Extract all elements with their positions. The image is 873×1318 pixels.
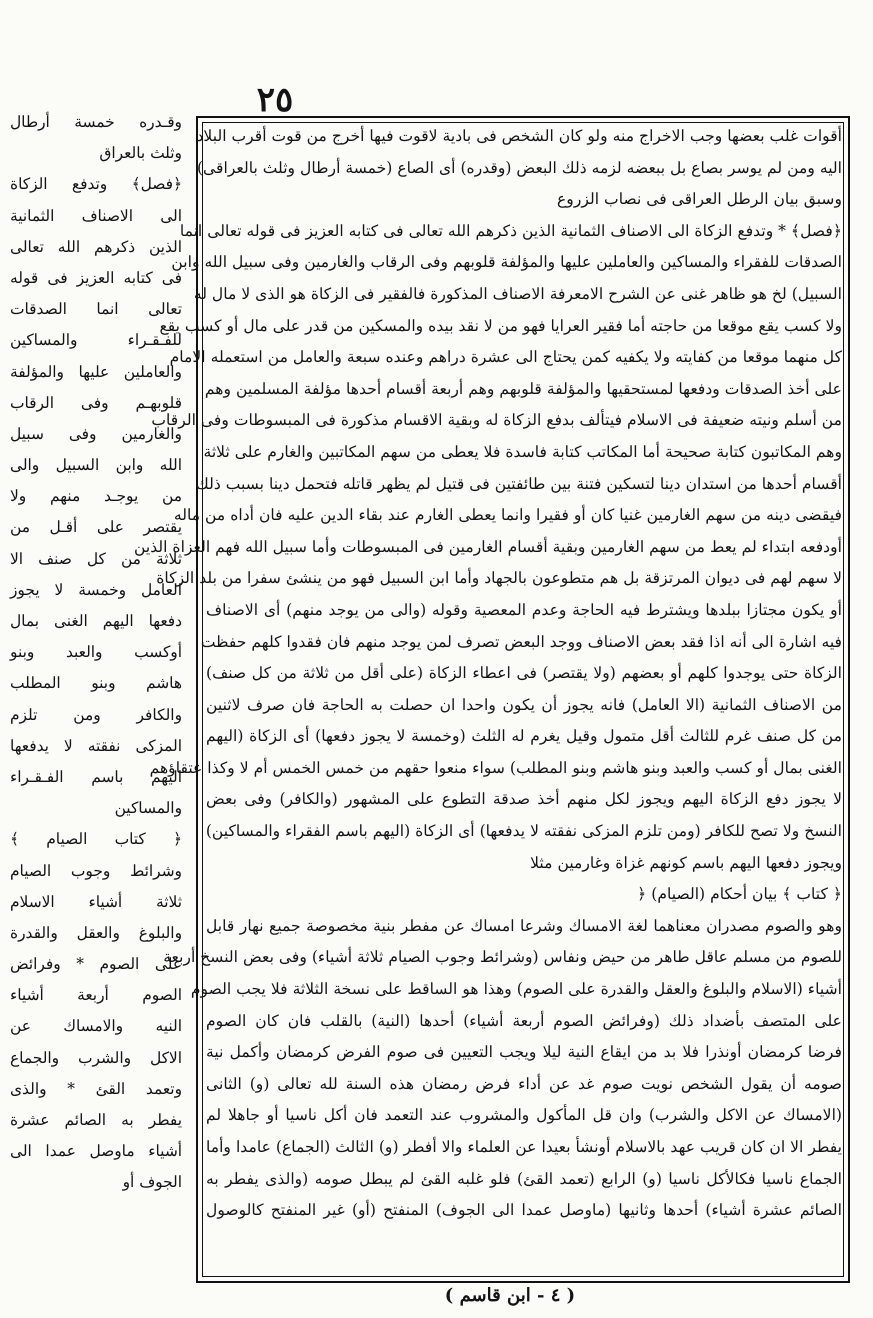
commentary-line: أشياء (الاسلام والبلوغ والعقل والقدرة على الصوم) وهذا هو الساقط على نسخة الثلاثة فلا يجب الصوم [190, 980, 842, 999]
commentary-line: السبيل) لخ هو ظاهر غنى عن الشرح الامعرفة الاصناف المذكورة فالفقير فى الزكاة هو الذى لا مال له [193, 284, 842, 303]
commentary-line: على المتصف بأضداد ذلك (وفرائض الصوم أربعة أشياء) أحدها (النية) بالقلب فان كان الصوم [206, 1011, 842, 1030]
margin-line: العامل وخمسة لا يجوز [10, 580, 182, 599]
commentary-line: فيقضى دينه من سهم الغارمين غنيا كان أو فقيرا وانما يعطى الغارم عند بقاء الدين عليه فان أداه من ماله [173, 506, 842, 525]
margin-line: يقتصر على أقـل من [10, 518, 182, 537]
margin-line: أشياء ماوصل عمدا الى [10, 1142, 182, 1161]
margin-line: الجوف أو [122, 1173, 182, 1192]
margin-line: والغارمين وفى سبيل [10, 424, 182, 443]
commentary-line: ﴿فصل﴾ * وتدفع الزكاة الى الاصناف الثمانية الذين ذكرهم الله تعالى فى كتابه العزيز فى قوله تعالى انما [179, 221, 842, 240]
margin-line: وقـدره خمسة أرطال [10, 113, 182, 131]
commentary-line: وسبق بيان الرطل العراقى فى نصاب الزروع [557, 190, 842, 209]
commentary-line: لا يجوز دفع الزكاة اليهم ويجوز لكل منهم أخذ صدقة التطوع على المشهور (والكافر) وفى بعض [206, 790, 842, 809]
margin-line: الله وابن السبيل والى [10, 456, 182, 475]
margin-line: هاشم وبنو المطلب [10, 674, 182, 693]
margin-line: والبلوغ والعقل والقدرة [10, 923, 182, 942]
margin-line: قلوبهـم وفى الرقاب [10, 393, 182, 412]
margin-line: وشرائط وجوب الصيام [10, 861, 182, 880]
commentary-line: يفطر الا ان كان قريب عهد بالاسلام أونشأ بعيدا عن العلماء والا أفطر (و) الثالث (الجماع) عامدا وأما [206, 1138, 842, 1156]
margin-line: وثلث بالعراق [99, 144, 182, 163]
margin-line: الى الاصناف الثمانية [10, 206, 182, 225]
margin-line: تعالى انما الصدقات [10, 300, 182, 319]
margin-line: فى كتابه العزيز فى قوله [10, 268, 182, 287]
margin-line: الذين ذكرهم الله تعالى [10, 237, 182, 256]
margin-line: للفـقـراء والمساكين [10, 331, 182, 350]
commentary-line: النسخ ولا تصح للكافر (ومن تلزم المزكى نفقته لا يدفعها) أى الزكاة (اليهم باسم الفقراء والمساكين) [205, 822, 842, 841]
commentary-line: ولا كسب يقع موقعا من حاجته أما فقير العرايا فهو من لا نقد بيده والمسكين من قدر على مال أو كسب يقع [159, 316, 842, 335]
commentary-line: وهو والصوم مصدران معناهما لغة الامساك وشرعا امساك عن مفطر بنية مخصوصة جميع نهار قابل [206, 916, 842, 935]
commentary-line: الجماع ناسيا فكالأكل ناسيا (و) الرابع (تعمد القئ) فلو غلبه القئ لم يبطل صومه (والذى يفطر به [206, 1169, 842, 1188]
margin-line: وتعمد القئ * والذى [10, 1079, 182, 1098]
commentary-line: أقوات غلب بعضها وجب الاخراج منه ولو كان الشخص فى بادية لاقوت فيها أخرج من قوت أقرب البلاد [196, 127, 842, 145]
margin-line: اليهم باسم الفـقـراء [10, 767, 182, 786]
commentary-line: الصائم عشرة أشياء) أحدها وثانيها (ماوصل عمدا الى الجوف) المنفتح (أو) غير المنفتح كالوصول [206, 1201, 842, 1220]
margin-line: والكافر ومن تلزم [10, 705, 182, 724]
margin-line: أوكسب والعبد وبنو [10, 643, 182, 662]
commentary-line: صومه أن يقول الشخص نويت صوم غد عن أداء فرض رمضان هذه السنة لله تعالى (و) الثانى [206, 1074, 842, 1093]
page-number: ٢٥ [256, 80, 294, 120]
margin-line: ثلاثة من كل صنف الا [10, 549, 182, 568]
commentary-line: الزكاة حتى يوجدوا كلهم أو بعضهم (ولا يقتصر) فى اعطاء الزكاة (على أقل من ثلاثة من كل صنف) [206, 664, 842, 683]
margin-matn-text [10, 107, 182, 1277]
commentary-line: اليه ومن لم يوسر بصاع بل ببعضه لزمه ذلك البعض (وقدره) أى الصاع (خمسة أرطال وثلث بالعراقى) [196, 158, 842, 177]
margin-line: الصوم أربعة أشياء [10, 986, 182, 1005]
commentary-line: (الامساك عن الاكل والشرب) وان قل المأكول والمشروب عند التعمد فان أكل ناسيا أو جاهلا لم [206, 1106, 842, 1125]
commentary-line: فرضا كرمضان أونذرا فلا بد من ايقاع النية ليلا ويجب التعيين فى صوم الفرض كرمضان وأكمل نية [206, 1043, 842, 1062]
commentary-line: الغنى بمال أو كسب والعبد وبنو هاشم وبنو المطلب) سواء منعوا حقهم من خمس الخمس أم لا وكذا عتقاؤهم [149, 758, 842, 777]
margin-line: ﴿ كتاب الصيام ﴾ [10, 830, 182, 849]
margin-line: على الصوم * وفرائض [10, 955, 182, 974]
footer-signature: ( ٤ - ابن قاسم ) [444, 1285, 576, 1306]
commentary-line: ويجوز دفعها اليهم باسم كونهم غزاة وغارمين مثلا [530, 853, 842, 872]
margin-line: دفعها اليهم الغنى بمال [10, 612, 182, 630]
commentary-line: لا سهم لهم فى ديوان المرتزقة بل هم متطوعون بالجهاد وأما ابن السبيل فهو من ينشئ سفرا من بلد الزكاة [156, 569, 842, 588]
commentary-line: من كل صنف غرم للثالث أقل متمول وقيل يغرم له الثلث (وخمسة لا يجوز دفعها) أى الزكاة (اليهم [206, 727, 842, 746]
margin-line: والمساكين [114, 799, 182, 818]
margin-line: والعاملين عليها والمؤلفة [10, 362, 182, 381]
margin-line: ﴿فصل﴾ وتدفع الزكاة [10, 175, 182, 194]
commentary-line: على أخذ الصدقات ودفعها لمستحقيها والمؤلفة قلوبهم وهم أربعة أقسام أحدها مؤلفة المسلمين وهم [204, 379, 842, 398]
margin-line: يفطر به الصائم عشرة [10, 1111, 182, 1129]
margin-line: الاكل والشرب والجماع [10, 1048, 182, 1067]
commentary-line: وهم المكاتبون كتابة صحيحة أما المكاتب كتابة فاسدة فلا يعطى من سهم المكاتبين والغارم على ثلاثة [203, 442, 842, 461]
margin-line: من يوجـد منهم ولا [10, 487, 182, 506]
commentary-line: فيه اشارة الى أنه اذا فقد بعض الاصناف ووجد البعض تصرف لمن يوجد منهم فان فقدوا كلهم حفظت [200, 632, 842, 651]
commentary-line: من أسلم ونيته ضعيفة فى الاسلام فيتألف بدفع الزكاة له وبقية الاقسام مذكورة فى المبسوطات وفى الرقاب [151, 411, 842, 430]
commentary-line: أو يكون مجتازا ببلدها ويشترط فيه الحاجة وعدم المعصية وقوله (والى من يوجد منهم) أى الاصناف [206, 600, 842, 619]
commentary-line: ﴿ كتاب ﴾ بيان أحكام (الصيام) ﴿ [637, 885, 842, 904]
margin-line: النيه والامساك عن [10, 1017, 182, 1036]
margin-line: المزكى نفقته لا يدفعها [10, 736, 182, 755]
margin-line: ثلاثة أشياء الاسلام [10, 892, 182, 911]
commentary-line: الصدقات للفقراء والمساكين والعاملين عليها والمؤلفة قلوبهم وفى الرقاب والغارمين وفى سبيل الله وابن [171, 253, 842, 272]
commentary-line: أقسام أحدها من استدان دينا لتسكين فتنة بين طائفتين فى قتيل لم يظهر قاتله فتحمل دينا بسبب ذلك [195, 474, 842, 493]
commentary-line: من الاصناف الثمانية (الا العامل) فانه يجوز أن يكون واحدا ان حصلت به الحاجة فان صرف لاثنين [206, 695, 842, 714]
commentary-line: أودفعه ابتداء لم يعط من سهم الغارمين وبقية أقسام الغارمين فى المبسوطات وأما سبيل الله فهم الغزاة الذين [134, 537, 842, 556]
commentary-line: كل منهما موقعا من كفايته ولا يكفيه كمن يحتاج الى عشرة دراهم وعنده سبعة والعامل من استعمله الامام [169, 348, 842, 367]
commentary-line: للصوم من مسلم عاقل طاهر من حيض ونفاس (وشرائط وجوب الصيام ثلاثة أشياء) وفى بعض النسخ أربعة [163, 948, 842, 967]
